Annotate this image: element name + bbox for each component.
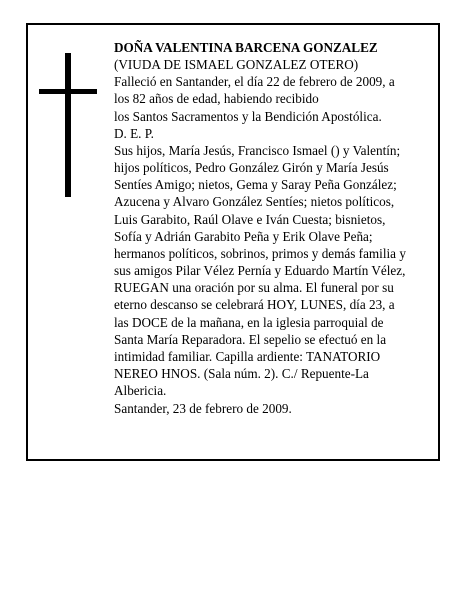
body-line: las DOCE de la mañana, en la iglesia parroquial de [114, 314, 384, 330]
closing-date-line: Santander, 23 de febrero de 2009. [114, 401, 292, 417]
cross-horizontal-bar [39, 89, 97, 94]
body-line: Luis Garabito, Raúl Olave e Iván Cuesta; bisnietos, [114, 211, 386, 227]
body-line: eterno descanso se celebrará HOY, LUNES, día 23, a [114, 297, 395, 313]
obituary-text [114, 39, 432, 417]
body-line: Sus hijos, María Jesús, Francisco Ismael () y Valentín; [114, 142, 401, 158]
body-line: sus amigos Pilar Vélez Pernía y Eduardo Martín Vélez, [114, 263, 406, 279]
cross-icon [39, 53, 97, 197]
body-line: Falleció en Santander, el día 22 de febrero de 2009, a [114, 74, 395, 90]
widow-of-line: (VIUDA DE ISMAEL GONZALEZ OTERO) [114, 57, 359, 73]
body-line: Azucena y Alvaro González Sentíes; nietos políticos, [114, 194, 395, 210]
body-line: Santa María Reparadora. El sepelio se efectuó en la [114, 331, 387, 347]
body-line: Sofía y Adrián Garabito Peña y Erik Olave Peña; [114, 228, 373, 244]
cross-vertical-bar [65, 53, 71, 197]
body-line: los 82 años de edad, habiendo recibido [114, 91, 319, 107]
body-line: RUEGAN una oración por su alma. El funeral por su [114, 280, 394, 296]
body-line: hijos políticos, Pedro González Girón y María Jesús [114, 160, 389, 176]
body-line: Sentíes Amigo; nietos, Gema y Saray Peña González; [114, 177, 397, 193]
body-line: hermanos políticos, sobrinos, primos y demás familia y [114, 245, 406, 261]
body-line: intimidad familiar. Capilla ardiente: TANATORIO [114, 348, 381, 364]
body-line: los Santos Sacramentos y la Bendición Apostólica. [114, 108, 382, 124]
deceased-name: DOÑA VALENTINA BARCENA GONZALEZ [114, 40, 378, 55]
body-line: D. E. P. [114, 125, 154, 141]
body-line: NEREO HNOS. (Sala núm. 2). C./ Repuente-La [114, 365, 369, 381]
body-line: Albericia. [114, 383, 167, 399]
